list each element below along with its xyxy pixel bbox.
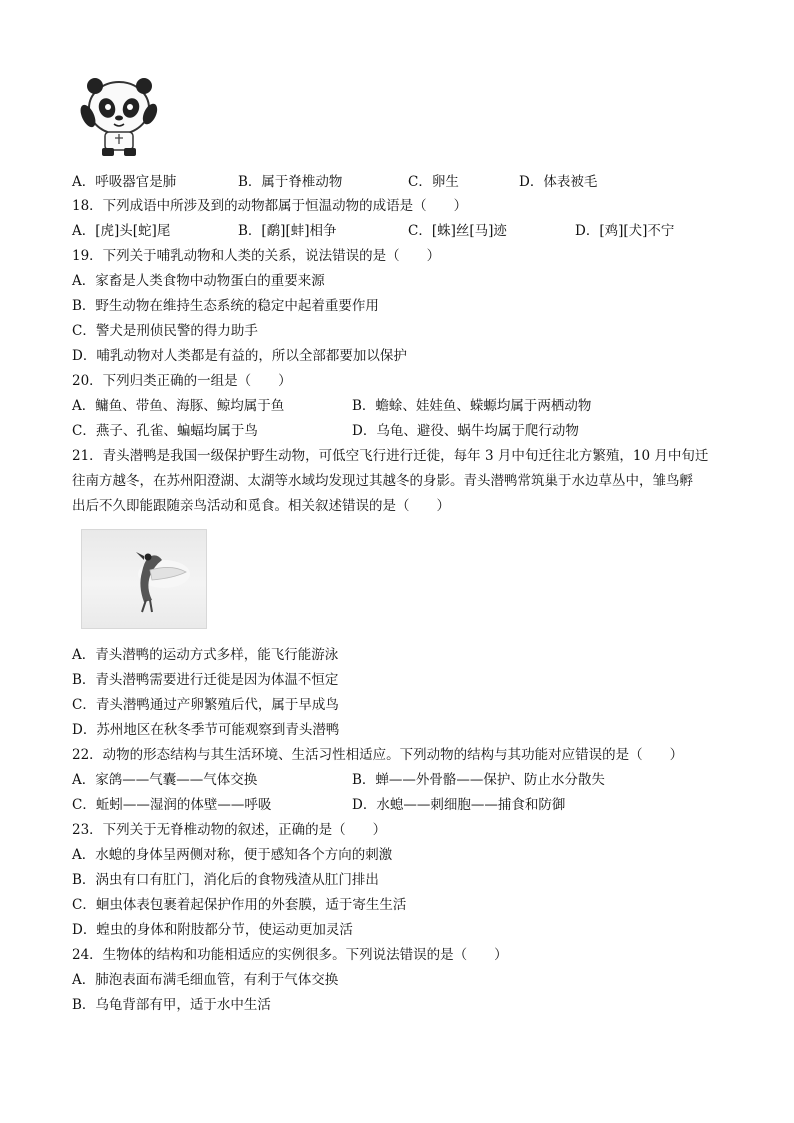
q18-option-d: D．[鸡][犬]不宁: [575, 223, 675, 239]
q20-stem: 20．下列归类正确的一组是（ ）: [72, 373, 292, 389]
q17-option-a: A．呼吸器官是肺: [72, 174, 177, 190]
q21-option-d: D．苏州地区在秋冬季节可能观察到青头潜鸭: [72, 722, 340, 738]
q21-stem-line1: 21．青头潜鸭是我国一级保护野生动物，可低空飞行进行迁徙，每年 3 月中旬迁往北方繁殖，10 月中旬迁: [72, 448, 709, 464]
q24-option-a: A．肺泡表面布满毛细血管，有利于气体交换: [72, 972, 339, 988]
q22-option-c: C．蚯蚓——湿润的体壁——呼吸: [72, 797, 272, 813]
q18-option-b: B．[鹬][蚌]相争: [238, 223, 337, 239]
q20-option-a: A．鳙鱼、带鱼、海豚、鲸均属于鱼: [72, 398, 285, 414]
duck-photo: [81, 529, 207, 629]
q20-option-c: C．燕子、孔雀、蝙蝠均属于鸟: [72, 423, 258, 439]
q22-option-b: B．蝉——外骨骼——保护、防止水分散失: [352, 772, 605, 788]
q18-option-a: A．[虎]头[蛇]尾: [72, 223, 171, 239]
q17-option-c: C．卵生: [408, 174, 459, 190]
duck-silhouette-image: [82, 530, 206, 628]
q21-stem-line2: 往南方越冬，在苏州阳澄湖、太湖等水域均发现过其越冬的身影。青头潜鸭常筑巢于水边草丛中，雏鸟孵: [72, 473, 693, 489]
q22-option-d: D．水螅——刺细胞——捕食和防御: [352, 797, 566, 813]
q21-option-c: C．青头潜鸭通过产卵繁殖后代，属于早成鸟: [72, 697, 339, 713]
q17-option-d: D．体表被毛: [519, 174, 598, 190]
q23-option-b: B．涡虫有口有肛门，消化后的食物残渣从肛门排出: [72, 872, 379, 888]
q18-stem: 18．下列成语中所涉及到的动物都属于恒温动物的成语是（ ）: [72, 198, 468, 214]
panda-mascot-illustration: [78, 68, 160, 158]
q21-option-a: A．青头潜鸭的运动方式多样，能飞行能游泳: [72, 647, 339, 663]
q21-option-b: B．青头潜鸭需要进行迁徙是因为体温不恒定: [72, 672, 339, 688]
q23-option-a: A．水螅的身体呈两侧对称，便于感知各个方向的刺激: [72, 847, 393, 863]
q19-option-b: B．野生动物在维持生态系统的稳定中起着重要作用: [72, 298, 379, 314]
q22-stem: 22．动物的形态结构与其生活环境、生活习性相适应。下列动物的结构与其功能对应错误的是（ ）: [72, 747, 684, 763]
q22-option-a: A．家鸽——气囊——气体交换: [72, 772, 258, 788]
q19-stem: 19．下列关于哺乳动物和人类的关系，说法错误的是（ ）: [72, 248, 441, 264]
q19-option-d: D．哺乳动物对人类都是有益的，所以全部都要加以保护: [72, 348, 407, 364]
q19-option-c: C．警犬是刑侦民警的得力助手: [72, 323, 258, 339]
q17-option-b: B．属于脊椎动物: [238, 174, 343, 190]
q23-option-d: D．蝗虫的身体和附肢都分节，使运动更加灵活: [72, 922, 353, 938]
q20-option-d: D．乌龟、避役、蜗牛均属于爬行动物: [352, 423, 579, 439]
q19-option-a: A．家畜是人类食物中动物蛋白的重要来源: [72, 273, 325, 289]
q20-option-b: B．蟾蜍、娃娃鱼、蝾螈均属于两栖动物: [352, 398, 592, 414]
q24-stem: 24．生物体的结构和功能相适应的实例很多。下列说法错误的是（ ）: [72, 947, 508, 963]
q21-stem-line3: 出后不久即能跟随亲鸟活动和觅食。相关叙述错误的是（ ）: [72, 498, 450, 514]
q24-option-b: B．乌龟背部有甲，适于水中生活: [72, 997, 271, 1013]
q23-option-c: C．蛔虫体表包裹着起保护作用的外套膜，适于寄生生活: [72, 897, 407, 913]
q18-option-c: C．[蛛]丝[马]迹: [408, 223, 507, 239]
q23-stem: 23．下列关于无脊椎动物的叙述，正确的是（ ）: [72, 822, 387, 838]
